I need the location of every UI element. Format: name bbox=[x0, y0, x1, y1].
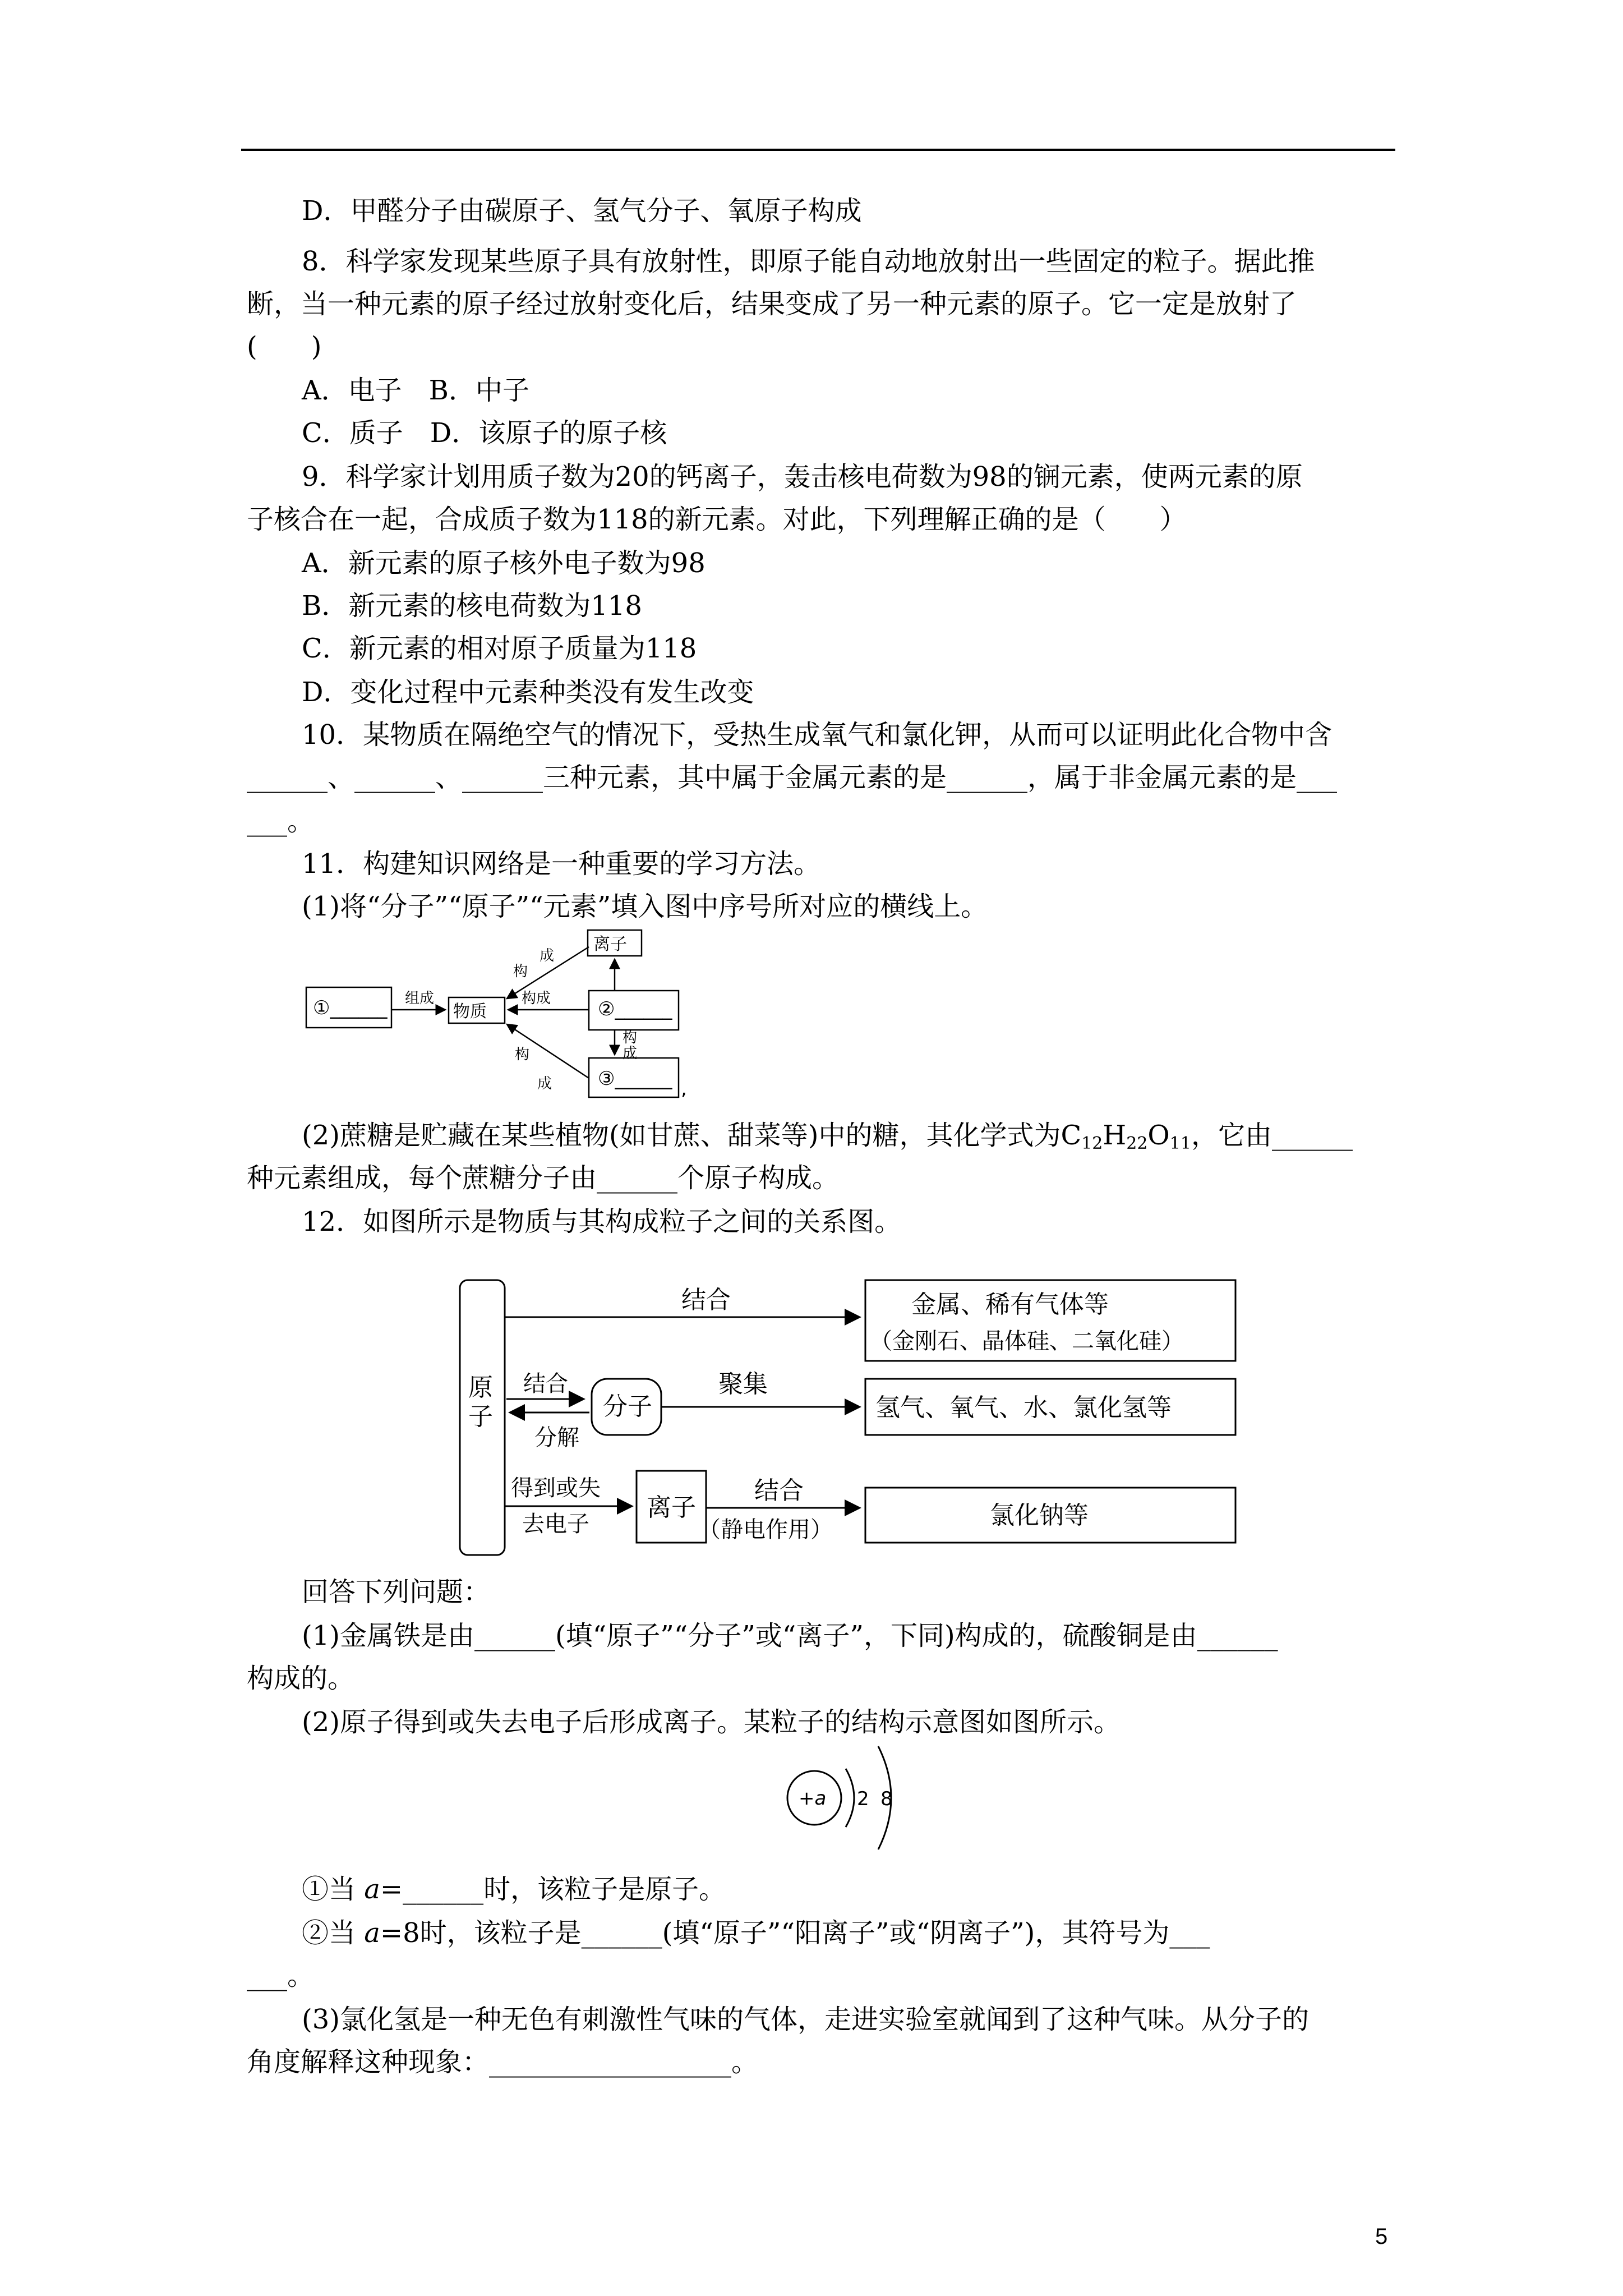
q11-title: 11．构建知识网络是一种重要的学习方法。 bbox=[302, 848, 821, 880]
trailing-comma: , bbox=[681, 1078, 687, 1100]
page-number: 5 bbox=[1375, 2224, 1388, 2249]
slot-3-label: ③______ bbox=[598, 1068, 672, 1090]
construct-label-bottom-cheng: 成 bbox=[537, 1075, 552, 1092]
q9-line2: 子核合在一起，合成质子数为118的新元素。对此，下列理解正确的是（ ） bbox=[247, 504, 1187, 535]
nacl-label: 氯化钠等 bbox=[990, 1501, 1089, 1530]
q7-option-d: D．甲醛分子由碳原子、氢气分子、氧原子构成 bbox=[302, 195, 862, 227]
q12-part1-line2: 构成的。 bbox=[247, 1663, 355, 1694]
q12-answer-prompt: 回答下列问题： bbox=[302, 1576, 491, 1608]
construct-label-vertical-gou: 构 bbox=[623, 1029, 638, 1046]
q8-options-cd: C．质子 D．该原子的原子核 bbox=[302, 417, 667, 449]
q12-part2-2-line1: ②当 a=8时，该粒子是______(填“原子”“阳离子”或“阴离子”)，其符号为___ bbox=[302, 1917, 1210, 1949]
q8-options-ab: A．电子 B．中子 bbox=[302, 375, 529, 406]
ion-label-2: 离子 bbox=[647, 1493, 696, 1522]
q10-line1: 10．某物质在隔绝空气的情况下，受热生成氧气和氯化钾，从而可以证明此化合物中含 bbox=[302, 719, 1332, 751]
q8-line1: 8．科学家发现某些原子具有放射性，即原子能自动地放射出一些固定的粒子。据此推 bbox=[302, 246, 1315, 277]
q12-part2-2-line2: ___。 bbox=[247, 1960, 315, 1991]
q12-part3-line1: (3)氯化氢是一种无色有刺激性气味的气体，走进实验室就闻到了这种气味。从分子的 bbox=[302, 2004, 1309, 2035]
q9-option-a: A．新元素的原子核外电子数为98 bbox=[302, 547, 706, 579]
combine-bot-label: 结合 bbox=[754, 1476, 804, 1505]
construct-label-mid: 构成 bbox=[522, 990, 551, 1007]
q9-option-d: D．变化过程中元素种类没有发生改变 bbox=[302, 677, 754, 708]
decompose-label: 分解 bbox=[534, 1425, 579, 1451]
gain-lose-label-2: 去电子 bbox=[522, 1511, 589, 1537]
q8-line2: 断，当一种元素的原子经过放射变化后，结果变成了另一种元素的原子。它一定是放射了 bbox=[247, 288, 1297, 320]
molecule-label: 分子 bbox=[603, 1392, 652, 1421]
construct-label-bottom-gou: 构 bbox=[515, 1046, 530, 1063]
metals-line2: （金刚石、晶体硅、二氧化硅） bbox=[870, 1328, 1184, 1354]
shell-1-electrons: 2 bbox=[857, 1788, 869, 1810]
slot-2-label: ②______ bbox=[598, 998, 672, 1020]
q10-line2: ______、______、______三种元素，其中属于金属元素的是______，属于非金属元素的是___ bbox=[247, 762, 1338, 793]
q12-part1-line1: (1)金属铁是由______(填“原子”“分子”或“离子”，下同)构成的，硫酸铜是由______ bbox=[302, 1620, 1278, 1651]
substance-label: 物质 bbox=[453, 1002, 487, 1022]
q12-part2-1: ①当 a=______时，该粒子是原子。 bbox=[302, 1874, 726, 1905]
gather-label: 聚集 bbox=[718, 1370, 768, 1398]
shell-arc-1 bbox=[846, 1769, 854, 1827]
q9-option-c: C．新元素的相对原子质量为118 bbox=[302, 633, 697, 664]
knowledge-network-diagram bbox=[297, 920, 712, 1105]
header-rule bbox=[241, 149, 1395, 151]
combine-top-label: 结合 bbox=[681, 1286, 731, 1314]
nucleus-charge: +a bbox=[799, 1787, 827, 1810]
atom-label-2: 子 bbox=[468, 1402, 493, 1431]
q10-line3: ___。 bbox=[247, 806, 315, 837]
construct-label-vertical-cheng: 成 bbox=[623, 1045, 638, 1062]
construct-label-top-gou: 构 bbox=[513, 963, 528, 980]
q12-title: 12．如图所示是物质与其构成粒子之间的关系图。 bbox=[302, 1206, 902, 1237]
q8-line3: ( ) bbox=[247, 331, 322, 362]
atom-label-1: 原 bbox=[468, 1373, 493, 1402]
q11-part1: (1)将“分子”“原子”“元素”填入图中序号所对应的横线上。 bbox=[302, 891, 988, 922]
gain-lose-label-1: 得到或失 bbox=[511, 1475, 601, 1501]
electrostatic-label: （静电作用） bbox=[698, 1517, 833, 1543]
q11-part2-line2: 种元素组成，每个蔗糖分子由______个原子构成。 bbox=[247, 1162, 840, 1194]
q12-part2: (2)原子得到或失去电子后形成离子。某粒子的结构示意图如图所示。 bbox=[302, 1706, 1121, 1738]
ion-label: 离子 bbox=[593, 935, 627, 954]
particle-structure-diagram bbox=[780, 1742, 914, 1854]
particle-relation-diagram bbox=[451, 1273, 1248, 1565]
q9-line1: 9．科学家计划用质子数为20的钙离子，轰击核电荷数为98的锎元素，使两元素的原 bbox=[302, 461, 1303, 493]
shell-2-electrons: 8 bbox=[880, 1788, 893, 1810]
combine-mid-label: 结合 bbox=[523, 1371, 568, 1397]
compose-label: 组成 bbox=[405, 990, 435, 1007]
metals-line1: 金属、稀有气体等 bbox=[911, 1290, 1109, 1319]
substances-label: 氢气、氧气、水、氯化氢等 bbox=[875, 1393, 1172, 1422]
slot-1-label: ①______ bbox=[313, 997, 388, 1019]
q9-option-b: B．新元素的核电荷数为118 bbox=[302, 590, 642, 622]
construct-label-top-cheng: 成 bbox=[540, 947, 555, 964]
q11-part2-line1: (2)蔗糖是贮藏在某些植物(如甘蔗、甜菜等)中的糖，其化学式为$C_{12}H_{22}O_{11}$，它由______ bbox=[302, 1120, 1353, 1153]
q12-part3-line2: 角度解释这种现象：__________________。 bbox=[247, 2046, 759, 2078]
